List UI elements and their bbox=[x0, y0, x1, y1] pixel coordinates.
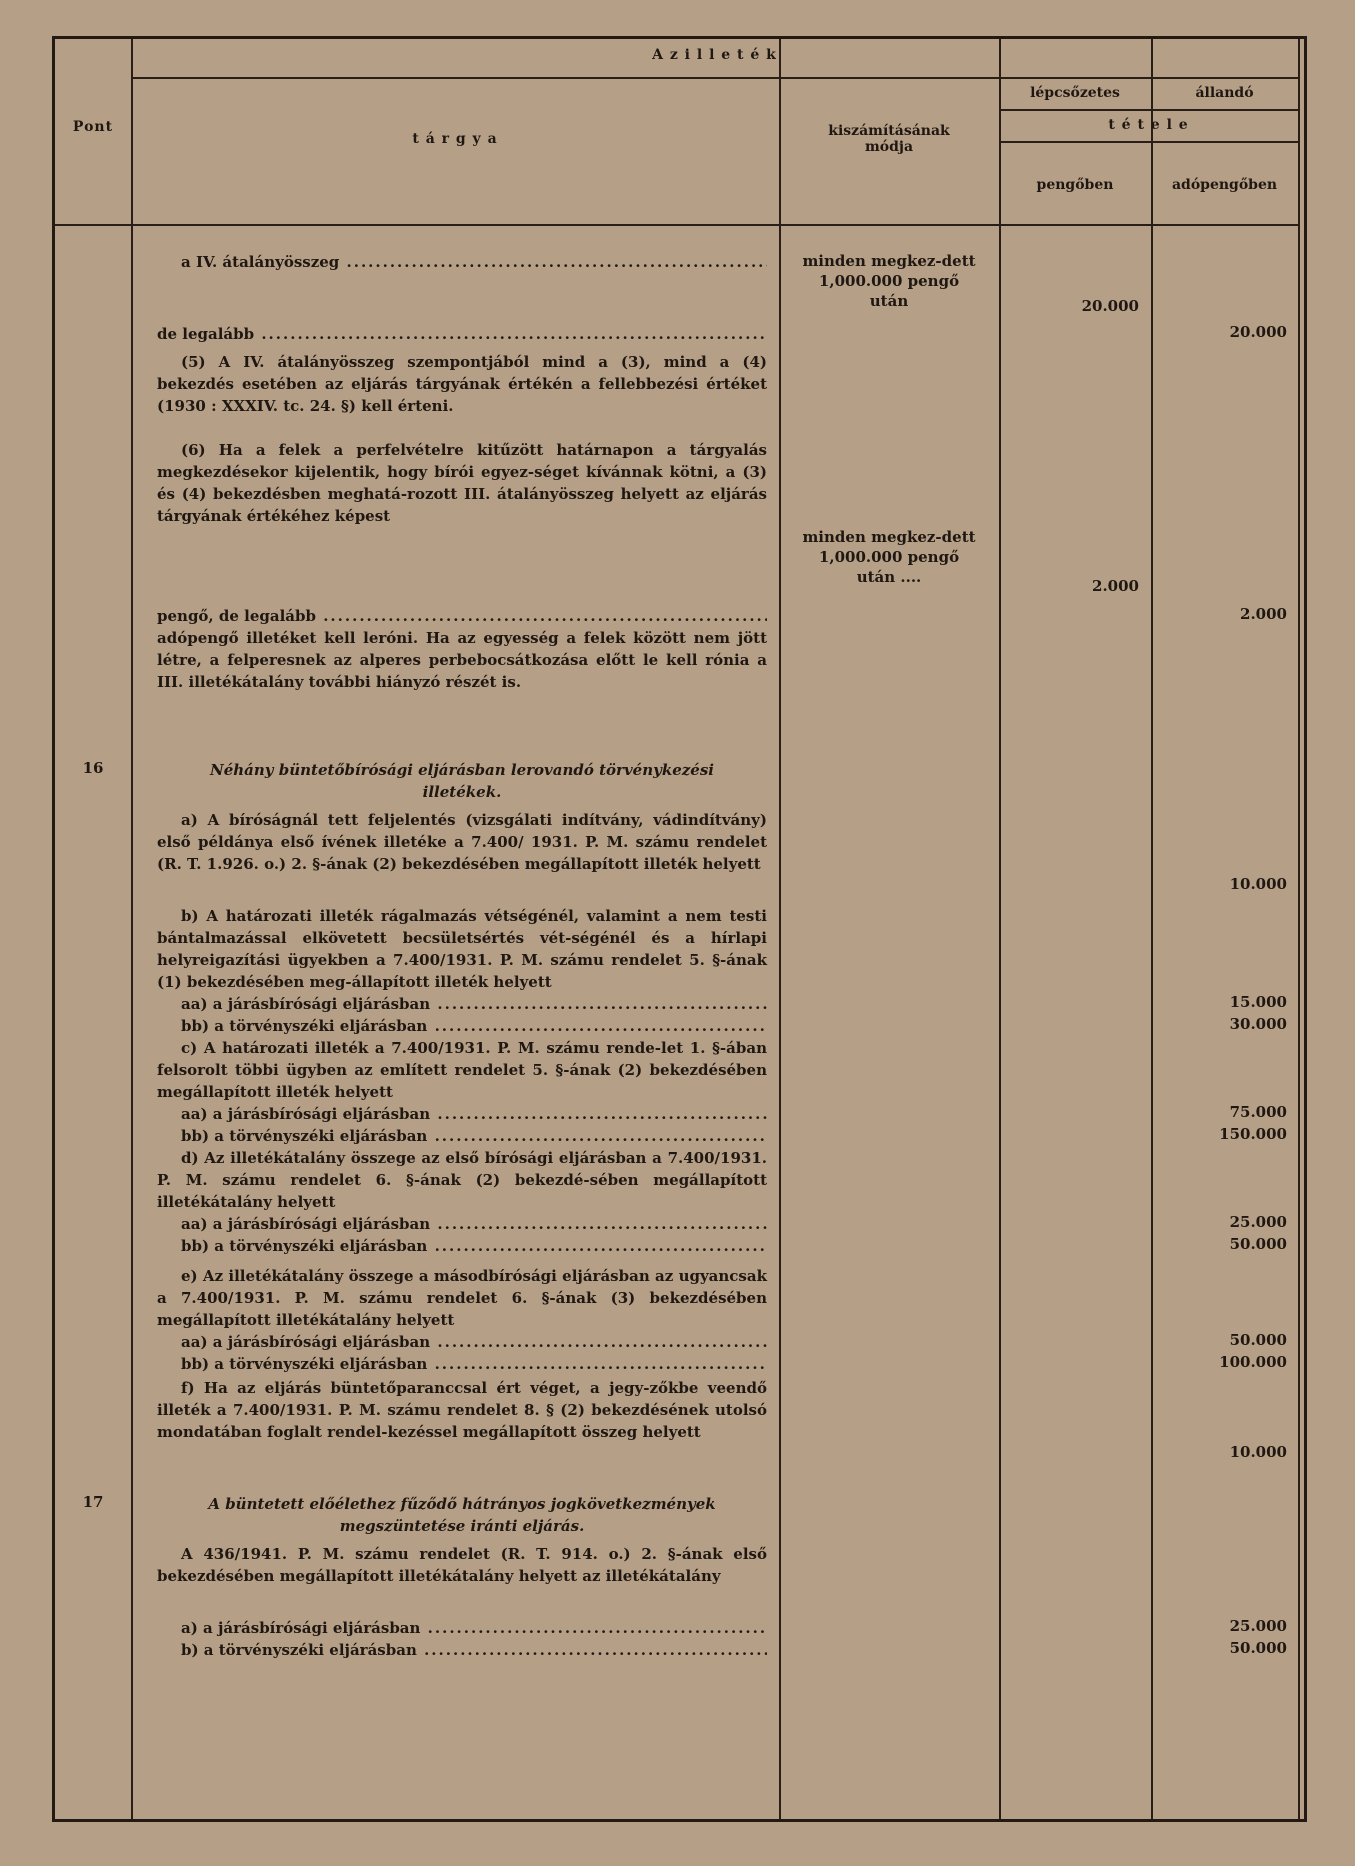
paragraph-6-continued: adópengő illetéket kell leróni. Ha az egyesség a felek között nem jött létre, a felperesnek az alperes perbebocsátkozása előtt le kell rónia a III. illetékátalány további hiányzó részét is. bbox=[157, 629, 767, 691]
item-16d-aa: aa) a járásbírósági eljárásban ..... bbox=[157, 1213, 767, 1235]
value-p6b-ado: 2.000 bbox=[1240, 605, 1287, 623]
header-line-2 bbox=[999, 109, 1298, 111]
header-kiszamitasanak: kiszámításának módja bbox=[828, 123, 950, 155]
item-16e-aa: aa) a járásbírósági eljárásban ..... bbox=[157, 1331, 767, 1353]
header-adopengoben: adópengőben bbox=[1171, 177, 1278, 193]
value-16b-bb: 30.000 bbox=[1229, 1015, 1287, 1033]
value-iv-pengo: 20.000 bbox=[1081, 297, 1139, 315]
header-tetele: t é t e l e bbox=[1108, 117, 1189, 133]
item-16c: c) A határozati illeték a 7.400/1931. P. M. számu rende-let 1. §-ában felsorolt többi ügyben az említett rendelet 5. §-ának (2) bekezdésében megállapított illeték helyett bbox=[157, 1039, 767, 1101]
item-16c-aa: aa) a járásbírósági eljárásban ..... bbox=[157, 1103, 767, 1125]
header-targya: t á r g y a bbox=[412, 131, 498, 147]
paragraph-6: (6) Ha a felek a perfelvételre kitűzött határnapon a tárgyalás megkezdésekor kijelentik, hogy bírói egyez-séget kívánnak kötni, a (3) és (4) bekezdésben meghatá-rozott III. átalányösszeg helyett az eljárás tárgyának értékéhez képest bbox=[157, 441, 767, 525]
col-divider-ado bbox=[1298, 39, 1300, 1819]
col-divider-pengo bbox=[1151, 39, 1153, 1819]
row-de-legalabb: de legalább ..... bbox=[157, 323, 767, 345]
header-leposzetes: lépcsőzetes bbox=[1030, 85, 1120, 101]
header-az-illetek: A z i l l e t é k bbox=[652, 47, 777, 63]
col-divider-pont bbox=[131, 39, 133, 1819]
value-16f-ado: 10.000 bbox=[1229, 1443, 1287, 1461]
value-16c-aa: 75.000 bbox=[1229, 1103, 1287, 1121]
item-17b: b) a törvényszéki eljárásban ..... bbox=[157, 1639, 767, 1661]
header-pengoben: pengőben bbox=[1036, 177, 1114, 193]
value-16d-aa: 25.000 bbox=[1229, 1213, 1287, 1231]
item-16b-bb: bb) a törvényszéki eljárásban ..... bbox=[157, 1015, 767, 1037]
tax-table bbox=[52, 36, 1307, 1822]
mod-p6: minden megkez-dett 1,000.000 pengő után .... bbox=[802, 528, 976, 586]
pont-17: 17 bbox=[82, 1493, 104, 1511]
header-pont: Pont bbox=[72, 119, 114, 135]
value-p6-pengo: 2.000 bbox=[1092, 577, 1139, 595]
row-iv-atalanyosszeg: a IV. átalányösszeg ..... bbox=[157, 251, 767, 273]
row-pengo-de-legalabb: pengő, de legalább ..... bbox=[157, 605, 767, 627]
title-16: Néhány büntetőbírósági eljárásban lerovandó törvénykezési illetékek. bbox=[210, 761, 714, 801]
item-16e: e) Az illetékátalány összege a másodbírósági eljárásban az ugyancsak a 7.400/1931. P. M. számu rendelet 6. §-ának (3) bekezdésében megállapított illetékátalány helyett bbox=[157, 1267, 767, 1329]
paragraph-5: (5) A IV. átalányösszeg szempontjából mind a (3), mind a (4) bekezdés esetében az eljárás tárgyának értékén a fellebbezési értéket (1930 : XXXIV. tc. 24. §) kell érteni. bbox=[157, 353, 767, 415]
header-allando: állandó bbox=[1195, 85, 1254, 101]
header-bottom-line bbox=[55, 224, 1298, 226]
item-16b-aa: aa) a járásbírósági eljárásban ..... bbox=[157, 993, 767, 1015]
value-16e-aa: 50.000 bbox=[1229, 1331, 1287, 1349]
mod-iv: minden megkez-dett 1,000.000 pengő után bbox=[802, 252, 976, 310]
item-16c-bb: bb) a törvényszéki eljárásban ..... bbox=[157, 1125, 767, 1147]
item-17a: a) a járásbírósági eljárásban ..... bbox=[157, 1617, 767, 1639]
paragraph-17: A 436/1941. P. M. számu rendelet (R. T. 914. o.) 2. §-ának első bekezdésében megállapított illetékátalány helyett az illetékátalány bbox=[157, 1545, 767, 1585]
item-16d: d) Az illetékátalány összege az első bírósági eljárásban a 7.400/1931. P. M. számu rendelet 6. §-ának (2) bekezdé-sében megállapított illetékátalány helyett bbox=[157, 1149, 767, 1211]
item-16a: a) A bíróságnál tett feljelentés (vizsgálati indítvány, vádindítvány) első példánya első ívének illetéke a 7.400/ 1931. P. M. számu rendelet (R. T. 1.926. o.) 2. §-ának (2) bekezdésében megállapított illeték helyett bbox=[157, 811, 767, 873]
value-17a: 25.000 bbox=[1229, 1617, 1287, 1635]
value-16d-bb: 50.000 bbox=[1229, 1235, 1287, 1253]
col-divider-targya bbox=[779, 39, 781, 1819]
value-16e-bb: 100.000 bbox=[1219, 1353, 1287, 1371]
value-16a-ado: 10.000 bbox=[1229, 875, 1287, 893]
pont-16: 16 bbox=[82, 759, 104, 777]
title-17: A büntetett előélethez fűződő hátrányos jogkövetkezmények megszüntetése iránti eljárás. bbox=[208, 1495, 716, 1535]
item-16b: b) A határozati illeték rágalmazás vétségénél, valamint a nem testi bántalmazással elkövetett becsületsértés vét-ségénél és a hírlapi helyreigazítási ügyekben a 7.400/1931. P. M. számu rendelet 5. §-ának (1) bekezdésében meg-állapított illeték helyett bbox=[157, 907, 767, 991]
value-16c-bb: 150.000 bbox=[1219, 1125, 1287, 1143]
item-16f: f) Ha az eljárás büntetőparanccsal ért véget, a jegy-zőkbe veendő illeték a 7.400/1931. P. M. számu rendelet 8. § (2) bekezdésének utolsó mondatában foglalt rendel-kezéssel megállapított összeg helyett bbox=[157, 1379, 767, 1441]
header-line-3 bbox=[999, 141, 1298, 143]
value-16b-aa: 15.000 bbox=[1229, 993, 1287, 1011]
header-line-1 bbox=[131, 77, 1298, 79]
item-16e-bb: bb) a törvényszéki eljárásban ..... bbox=[157, 1353, 767, 1375]
value-17b: 50.000 bbox=[1229, 1639, 1287, 1657]
item-16d-bb: bb) a törvényszéki eljárásban ..... bbox=[157, 1235, 767, 1257]
value-de-legalabb-ado: 20.000 bbox=[1229, 323, 1287, 341]
